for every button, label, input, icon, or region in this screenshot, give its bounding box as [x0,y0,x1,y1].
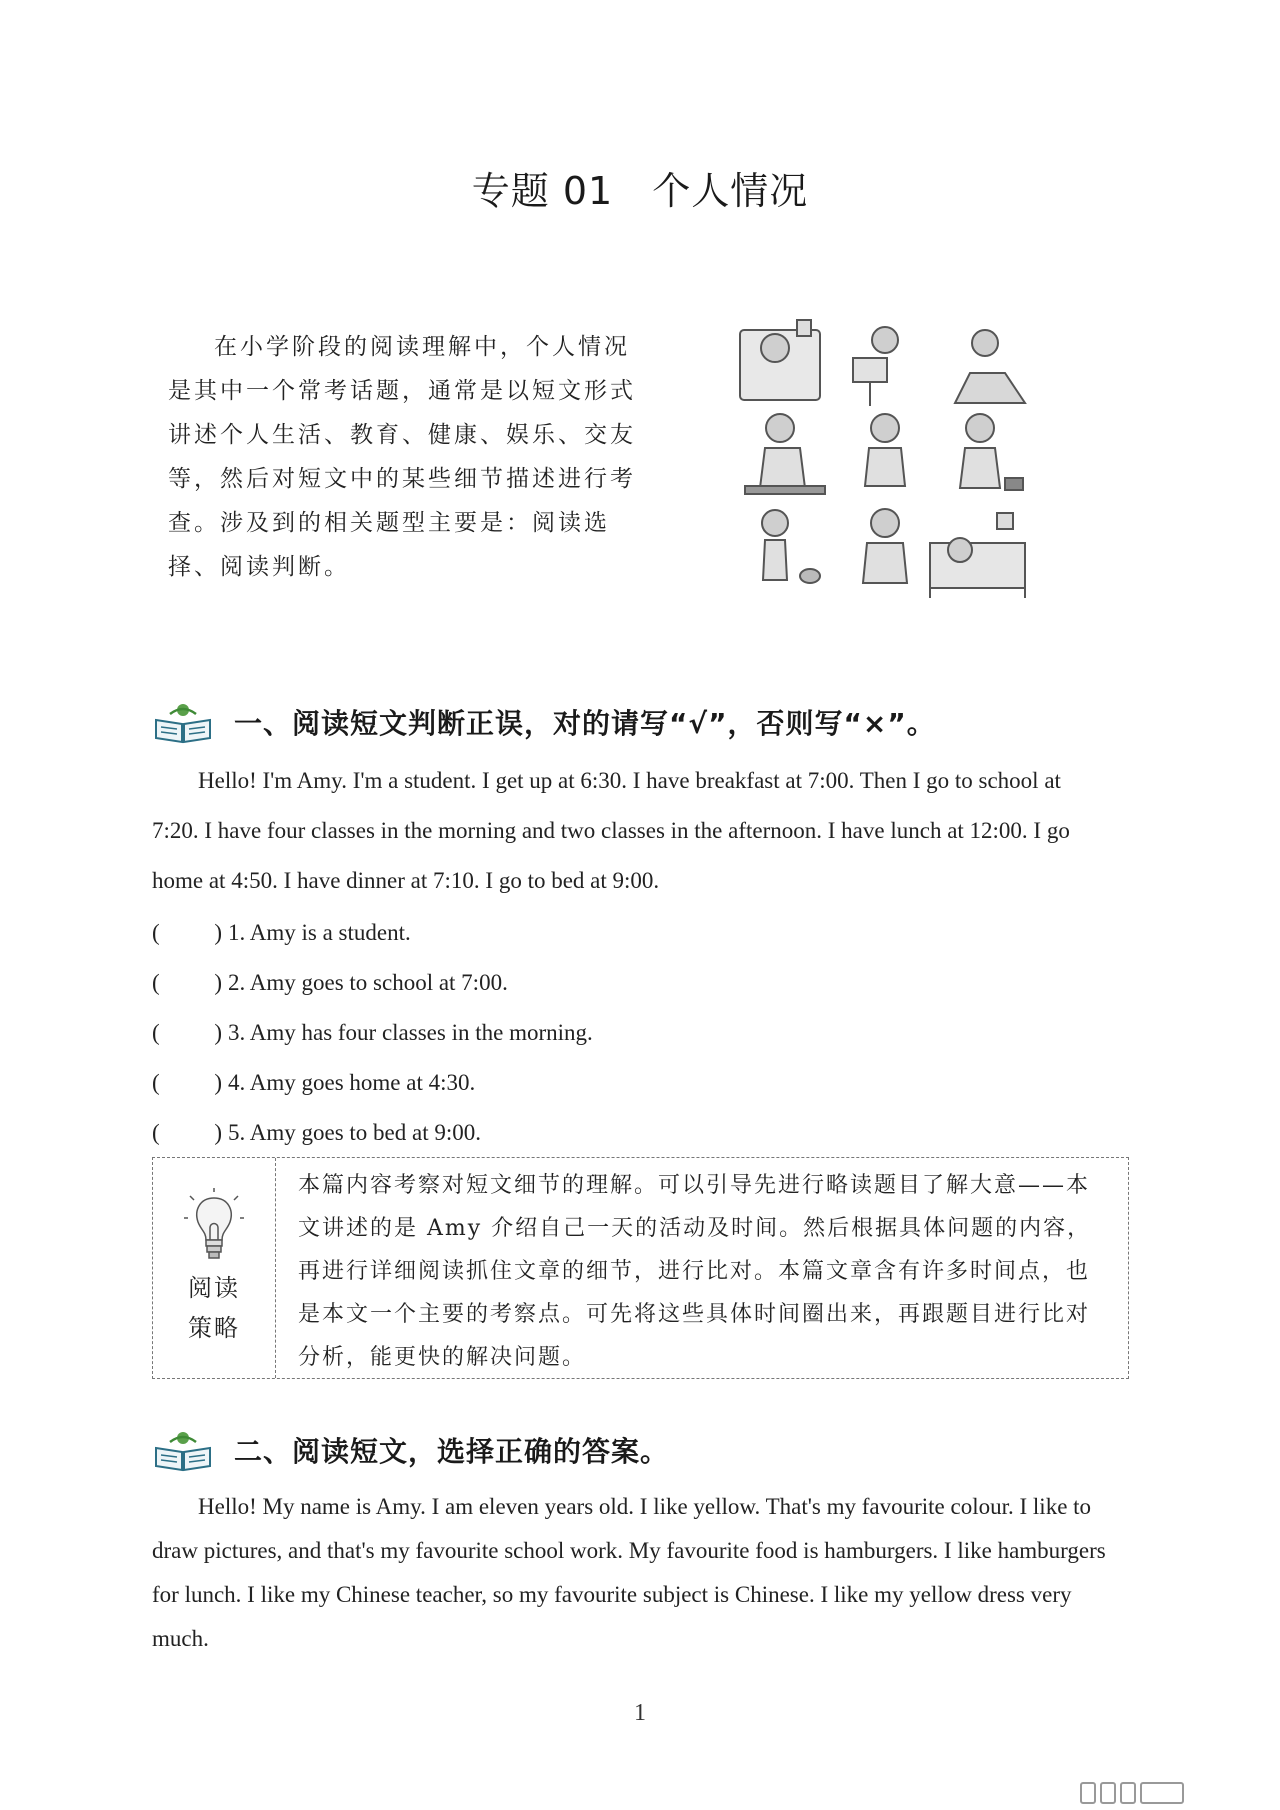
section-2-title: 二、阅读短文，选择正确的答案。 [234,1435,670,1468]
answer-blank[interactable]: ( ) [152,1070,222,1095]
strategy-label-column [153,1158,276,1378]
watermark-bars [1080,1782,1250,1804]
intro-paragraph: 在小学阶段的阅读理解中，个人情况是其中一个常考话题，通常是以短文形式讲述个人生活、教育、健康、娱乐、交友等，然后对短文中的某些细节描述进行考查。涉及到的相关题型主要是：阅读选择、阅读判断。 [168,334,636,580]
answer-blank[interactable]: ( ) [152,1020,222,1045]
strategy-text: 本篇内容考察对短文细节的理解。可以引导先进行略读题目了解大意——本文讲述的是 Amy 介绍自己一天的活动及时间。然后根据具体问题的内容，再进行详细阅读抓住文章的细节，进行比对。本篇文章含有许多时间点，也是本文一个主要的考察点。可先将这些具体时间圈出来，再跟题目进行比对分析，能更快的解决问题。 [298,1173,1092,1370]
section-1-passage [152,756,1112,906]
question-text: 4. Amy goes home at 4:30. [228,1070,476,1095]
open-book-icon [152,700,214,744]
answer-blank[interactable]: ( ) [152,1120,222,1145]
section-1-title: 一、阅读短文判断正误，对的请写“√”，否则写“×”。 [234,707,936,740]
page-title: 专题 01 个人情况 [471,169,809,213]
answer-blank[interactable]: ( ) [152,920,222,945]
question-list [152,908,1112,1158]
question-item [152,1108,1112,1158]
question-item [152,1008,1112,1058]
strategy-label: 阅读 策略 [188,1274,240,1342]
answer-blank[interactable]: ( ) [152,970,222,995]
question-text: 2. Amy goes to school at 7:00. [228,970,508,995]
section-1-heading [152,696,1132,748]
question-item [152,908,1112,958]
daily-routine-illustration [735,318,1035,608]
question-item [152,1058,1112,1108]
question-text: 5. Amy goes to bed at 9:00. [228,1120,481,1145]
section-2-passage [152,1485,1127,1661]
page-number: 1 [634,1700,646,1726]
open-book-icon [152,1428,214,1472]
question-text: 3. Amy has four classes in the morning. [228,1020,593,1045]
lightbulb-icon [184,1188,244,1268]
question-text: 1. Amy is a student. [228,920,411,945]
question-item [152,958,1112,1008]
passage-2-text: Hello! My name is Amy. I am eleven years old. I like yellow. That's my favourite colour. I like to draw pictures, and that's my favourite school work. My favourite food is hamburgers. I like hamburgers for lunch. I like my Chinese teacher, so my favourite subject is Chinese. I like my yellow dress very much. [152,1494,1106,1651]
passage-1-text: Hello! I'm Amy. I'm a student. I get up at 6:30. I have breakfast at 7:00. Then I go to school at 7:20. I have four classes in the morning and two classes in the afternoon. I have lunch at 12:00. I go home at 4:50. I have dinner at 7:10. I go to bed at 9:00. [152,768,1070,893]
reading-strategy-box [152,1157,1129,1379]
section-2-heading [152,1424,1132,1476]
